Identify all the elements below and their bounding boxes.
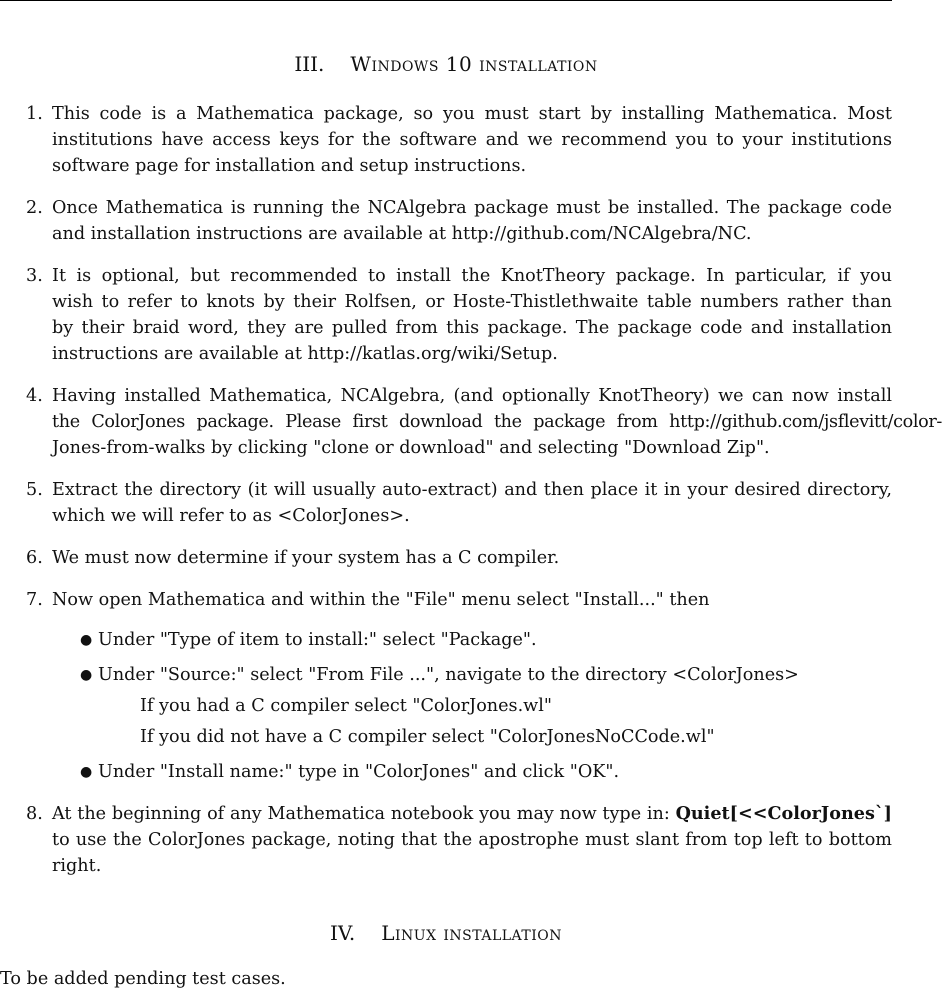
step-number: 8. xyxy=(26,804,43,824)
step-7 xyxy=(0,587,892,785)
step-text-line: and installation instructions are available at http://github.com/NCAlgebra/NC. xyxy=(52,224,752,244)
top-rule xyxy=(0,0,892,1)
step-3 xyxy=(0,263,892,367)
step-text-line: Having installed Mathematica, NCAlgebra, (and optionally KnotTheory) we can now install xyxy=(52,386,892,406)
step-number: 2. xyxy=(26,198,43,218)
step-text-line: Extract the directory (it will usually auto-extract) and then place it in your desired directory, xyxy=(52,480,892,500)
step-text-line: Once Mathematica is running the NCAlgebra package must be installed. The package code xyxy=(52,198,892,218)
step-number: 4. xyxy=(26,386,43,406)
step-text-line: We must now determine if your system has a C compiler. xyxy=(52,548,560,568)
step-text-line: instructions are available at http://katlas.org/wiki/Setup. xyxy=(52,344,558,364)
section-heading-linux xyxy=(0,918,892,948)
section-title: Windows 10 installation xyxy=(350,52,598,76)
step-text-line: wish to refer to knots by their Rolfsen, or Hoste-Thistlethwaite table numbers rather than xyxy=(52,292,892,312)
step-number: 3. xyxy=(26,266,43,286)
step-6 xyxy=(0,545,892,571)
step-8 xyxy=(0,801,892,879)
bullet-icon: ● xyxy=(80,667,93,683)
bullet-subline: If you had a C compiler select "ColorJones.wl" xyxy=(140,696,552,716)
bullet-icon: ● xyxy=(80,764,93,780)
step-number: 1. xyxy=(26,104,43,124)
step-4 xyxy=(0,383,942,461)
section-numeral: III. xyxy=(294,52,325,76)
step-text-line: Jones-from-walks by clicking "clone or download" and selecting "Download Zip". xyxy=(52,438,770,458)
step-text-line: to use the ColorJones package, noting that the apostrophe must slant from top left to bottom xyxy=(52,830,892,850)
section-numeral: IV. xyxy=(330,921,356,945)
step-text-line: right. xyxy=(52,856,102,876)
install-dialog-bullets xyxy=(52,627,892,785)
step-text-line: which we will refer to as <ColorJones>. xyxy=(52,506,410,526)
bullet-icon: ● xyxy=(80,632,93,648)
step-text: At the beginning of any Mathematica notebook you may now type in: xyxy=(52,804,676,824)
installation-steps xyxy=(0,101,942,895)
closing-paragraph: To be added pending test cases. xyxy=(0,969,286,989)
step-text-line: the ColorJones package. Please first download the package from http://github.com/jsflevitt/color- xyxy=(52,412,942,432)
step-text-line: by their braid word, they are pulled from this package. The package code and installation xyxy=(52,318,892,338)
step-number: 7. xyxy=(26,590,43,610)
bullet-text: Under "Type of item to install:" select "Package". xyxy=(98,630,537,650)
step-5 xyxy=(0,477,892,529)
step-number: 6. xyxy=(26,548,43,568)
bullet-item xyxy=(52,662,892,750)
code-snippet: Quiet[<<ColorJones`] xyxy=(675,803,892,824)
step-number: 5. xyxy=(26,480,43,500)
step-2 xyxy=(0,195,892,247)
step-text-line: institutions have access keys for the software and we recommend you to your institutions xyxy=(52,130,892,150)
bullet-item xyxy=(52,759,892,785)
section-heading-windows xyxy=(0,49,892,79)
bullet-item xyxy=(52,627,892,653)
step-text-line: It is optional, but recommended to install the KnotTheory package. In particular, if you xyxy=(52,266,892,286)
step-text-line: This code is a Mathematica package, so you must start by installing Mathematica. Most xyxy=(52,104,892,124)
bullet-subline: If you did not have a C compiler select "ColorJonesNoCCode.wl" xyxy=(140,727,715,747)
section-title: Linux installation xyxy=(381,921,562,945)
step-text-line: Now open Mathematica and within the "File" menu select "Install..." then xyxy=(52,590,710,610)
bullet-text: Under "Source:" select "From File ...", navigate to the directory <ColorJones> xyxy=(98,665,799,685)
step-text-line: software page for installation and setup instructions. xyxy=(52,156,527,176)
step-text-line xyxy=(52,801,892,827)
step-1 xyxy=(0,101,892,179)
bullet-text: Under "Install name:" type in "ColorJones" and click "OK". xyxy=(98,762,620,782)
